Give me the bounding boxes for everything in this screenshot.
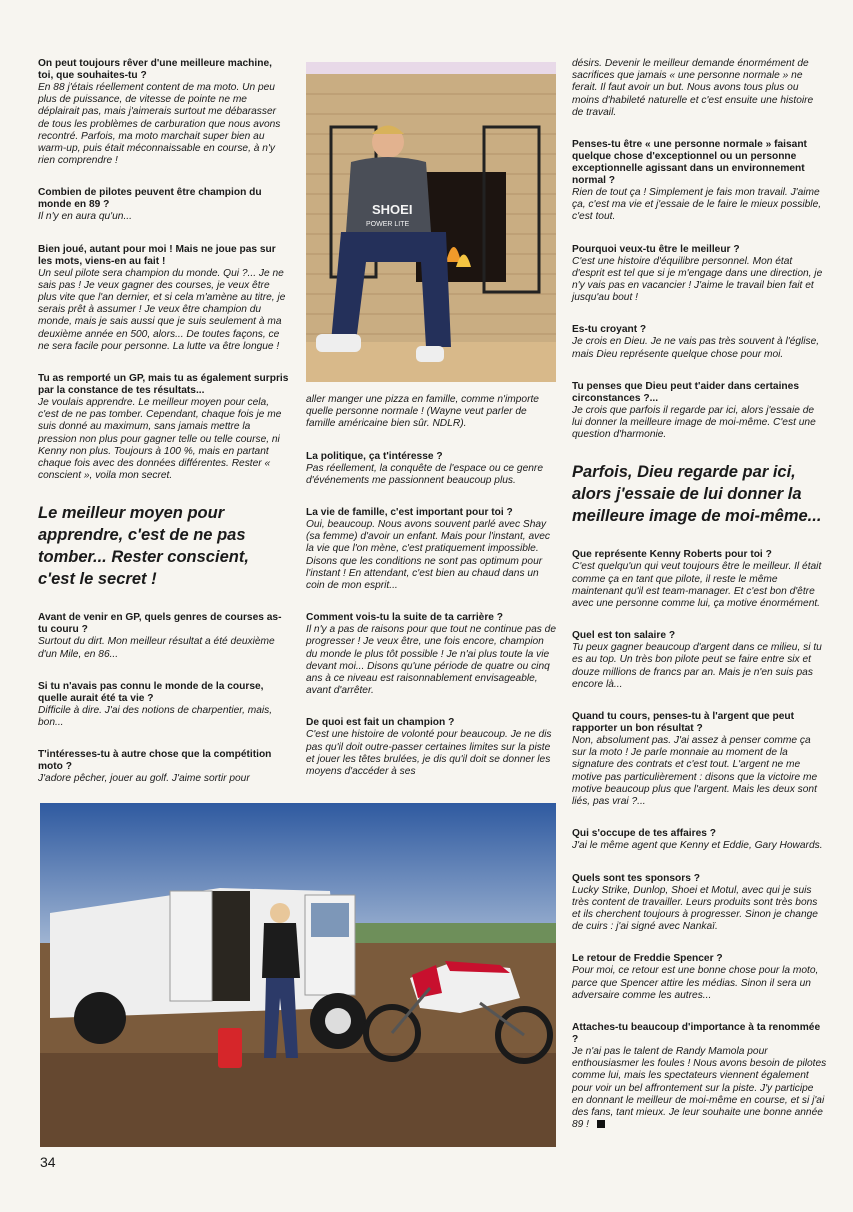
question: La politique, ça t'intéresse ? [306,450,443,462]
column-right [572,58,827,1151]
qa-block [572,711,827,808]
answer: En 88 j'étais réellement content de ma moto. Un peu plus de puissance, de vitesse de pointe ne me déplairait pas, mais j'aimerais surtout me débarasser de tous les problèmes de carburation que nous avons recontré. Parfois, ma moto marchait super bien au warm-up, puis était méconnaissable en course, à n'y rien comprendre ! [38,82,281,167]
question: Si tu n'avais pas connu le monde de la course, quelle aurait été ta vie ? [38,680,264,704]
question: Penses-tu être « une personne normale » faisant quelque chose d'exceptionnel ou un personne exceptionnelle agissant dans un environnement normal ? [572,139,807,187]
answer: C'est une histoire d'équilibre personnel. Mon état d'esprit est tel que si je m'engage dans une direction, je n'y vais pas en vacancier ! J'aime le travail bien fait et jusqu'au bout ! [572,255,823,304]
qa-block [572,244,827,305]
end-of-article-icon [597,1120,605,1128]
question: De quoi est fait un champion ? [306,717,455,729]
qa-block [306,507,556,592]
qa-block [38,373,290,482]
page-number: 34 [40,1154,56,1170]
qa-block [572,381,827,442]
answer-continued: désirs. Devenir le meilleur demande énormément de sacrifices que jamais « une personne normale » ne ferait. Il faut avoir un but. Nous avons tous plus ou moins d'habileté naturelle et c'est ensuite une histoire de travail. [572,58,814,118]
qa-block [572,1022,827,1131]
qa-block [572,630,827,691]
answer: Tu peux gagner beaucoup d'argent dans ce milieu, si tu es au top. Un très bon pilote peut se faire entre six et douze millions de francs par an. Mais je n'en suis pas encore là... [572,642,822,690]
answer: Oui, beaucoup. Nous avons souvent parlé avec Shay (sa femme) d'avoir un enfant. Mais pour l'instant, avec la vie que l'on mène, c'est pratiquement impossible. Disons que les conditions ne sont pas optimum pour l'instant ! En attendant, c'est bien au chaud dans un coin de mon esprit... [306,519,550,592]
answer: Je voulais apprendre. Le meilleur moyen pour cela, c'est de ne pas tomber. Cependant, chaque fois je me suis donné au maximum, sans jamais mettre la pression non plus pour gagner telle ou telle course, ni Kenny non plus. Toujours à 100 %, mais en partant chaque fois avec des données différentes. Rester « conscient », voila mon secret. [38,397,282,482]
pull-quote: Parfois, Dieu regarde par ici, alors j'essaie de lui donner la meilleure image de moi-même... [572,463,822,526]
question: Quel est ton salaire ? [572,630,676,642]
answer: J'ai le même agent que Kenny et Eddie, Gary Howards. [572,840,823,852]
answer: Il n'y en aura qu'un... [38,211,132,223]
question: Es-tu croyant ? [572,324,647,336]
qa-block [572,953,827,1002]
question: Quels sont tes sponsors ? [572,872,700,884]
photo-van-motorcycle [40,803,556,1147]
question: Tu as remporté un GP, mais tu as également surpris par la constance de tes résultats... [38,373,289,397]
qa-block [38,244,290,353]
answer: Pour moi, ce retour est une bonne chose pour la moto, parce que Spencer attire les médias. Sinon il sera un adversaire comme les autres... [572,965,819,1001]
qa-block [572,873,827,934]
answer [572,1046,827,1131]
qa-block [306,451,556,487]
question: On peut toujours rêver d'une meilleure machine, toi, que souhaites-tu ? [38,58,272,81]
answer: Non, absolument pas. J'ai assez à penser comme ça sur la moto ! Je parle monnaie au moment de la signature des contrats et c'est tout. L'argent ne me motive pas particulièrement : disons que la victoire me motive beaucoup plus que l'argent. Mais les deux sont liés, pas vrai ?... [572,735,818,808]
question: Comment vois-tu la suite de ta carrière ? [306,612,504,624]
qa-block [572,549,827,610]
answer: J'adore pêcher, jouer au golf. J'aime sortir pour [38,773,250,785]
column-left [38,58,290,805]
answer-continued: aller manger une pizza en famille, comme n'importe quelle personne normale ! (Wayne veut parler de famille américaine bien sûr. NDLR). [306,394,539,430]
qa-block [38,187,290,223]
answer: Je crois en Dieu. Je ne vais pas très souvent à l'église, mais Dieu représente quelque chose pour moi. [572,336,820,360]
answer-text: Je n'ai pas le talent de Randy Mamola pour enthousiasmer les foules ! Nous avons besoin de pilotes comme lui, mais les spectateurs viennent également pour voir un bel affrontement sur la piste. J'y participe en donnant le meilleur de moi-même en course, et si j'ai des fans, tant mieux. Je leur souhaite une bonne année 89 ! [572,1045,827,1131]
answer: C'est quelqu'un qui veut toujours être le meilleur. Il était comme ça en tant que pilote, il reste le même maintenant qu'il est team-manager. Et c'est bon d'être avec une personne comme lui, ça motive énormément. [572,561,822,610]
qa-block [38,681,290,729]
qa-block [572,139,827,224]
question: Attaches-tu beaucoup d'importance à ta renommée ? [572,1021,821,1045]
column-middle [306,394,556,798]
question: Tu penses que Dieu peut t'aider dans certaines circonstances ?... [572,380,799,404]
answer: Un seul pilote sera champion du monde. Qui ?... Je ne sais pas ! Je veux gagner des courses, je veux être plus vite que l'an dernier, et si cela m'amène au titre, je serais prêt à assumer ! Je veux être champion du monde, mais je sais aussi que je suis seulement à ma deuxième année en 500, alors... De toutes façons, ce ne sera facile pour personne. La lutte va être longue ! [38,267,286,352]
qa-block [38,612,290,660]
answer: Difficile à dire. J'ai des notions de charpentier, mais, bon... [38,704,273,729]
qa-block [572,58,827,119]
qa-block [572,324,827,360]
question: Pourquoi veux-tu être le meilleur ? [572,243,740,255]
question: Qui s'occupe de tes affaires ? [572,828,716,840]
question: T'intéresses-tu à autre chose que la compétition moto ? [38,749,272,773]
question: Avant de venir en GP, quels genres de courses as-tu couru ? [38,612,282,636]
photo-fireplace [306,62,556,382]
shirt-sub-text: POWER LITE [366,221,410,228]
qa-block [38,58,290,167]
qa-block [306,394,556,431]
question: Bien joué, autant pour moi ! Mais ne joue pas sur les mots, viens-en au fait ! [38,243,276,267]
answer: Il n'y a pas de raisons pour que tout ne continue pas de progresser ! Je veux être, une fois encore, champion du monde le plus tôt possible ! Je n'ai plus toute la vie devant moi... Disons qu'une période de quatre ou cinq ans à ce niveau est raisonnablement envisageable, avant d'arrêter. [306,624,557,697]
answer: C'est une histoire de volonté pour beaucoup. Je ne dis pas qu'il doit outre-passer certaines limites sur la piste et jouer les têtes brulées, je dis qu'il doit se donner les moyens d'accéder à ses [306,729,552,778]
qa-block [38,749,290,785]
answer: Surtout du dirt. Mon meilleur résultat a été deuxième d'un Mile, en 86... [38,636,275,660]
question: Combien de pilotes peuvent être champion du monde en 89 ? [38,187,262,211]
shirt-logo-text: SHOEI [372,202,413,217]
question: Le retour de Freddie Spencer ? [572,953,723,965]
answer: Je crois que parfois il regarde par ici, alors j'essaie de lui donner la meilleure image de moi-même. C'est une question d'harmonie. [572,404,816,441]
question: La vie de famille, c'est important pour toi ? [306,507,513,519]
question: Quand tu cours, penses-tu à l'argent que peut rapporter un bon résultat ? [572,711,795,735]
answer: Pas réellement, la conquête de l'espace ou ce genre d'événements me passionnent beaucoup plus. [306,462,543,486]
answer: Rien de tout ça ! Simplement je fais mon travail. J'aime ça, c'est ma vie et j'essaie de le faire le mieux possible, c'est tout. [572,187,822,223]
qa-block [306,612,556,697]
qa-block [306,717,556,778]
question: Que représente Kenny Roberts pour toi ? [572,549,772,561]
pull-quote: Le meilleur moyen pour apprendre, c'est de ne pas tomber... Rester conscient, c'est le secret ! [38,504,249,589]
answer: Lucky Strike, Dunlop, Shoei et Motul, avec qui je suis très content de travailler. Leurs produits sont très bons et ils cherchent toujours à progresser. Sinon je change de cuirs : j'ai signé avec Nankaï. [572,884,818,933]
qa-block [572,828,827,852]
